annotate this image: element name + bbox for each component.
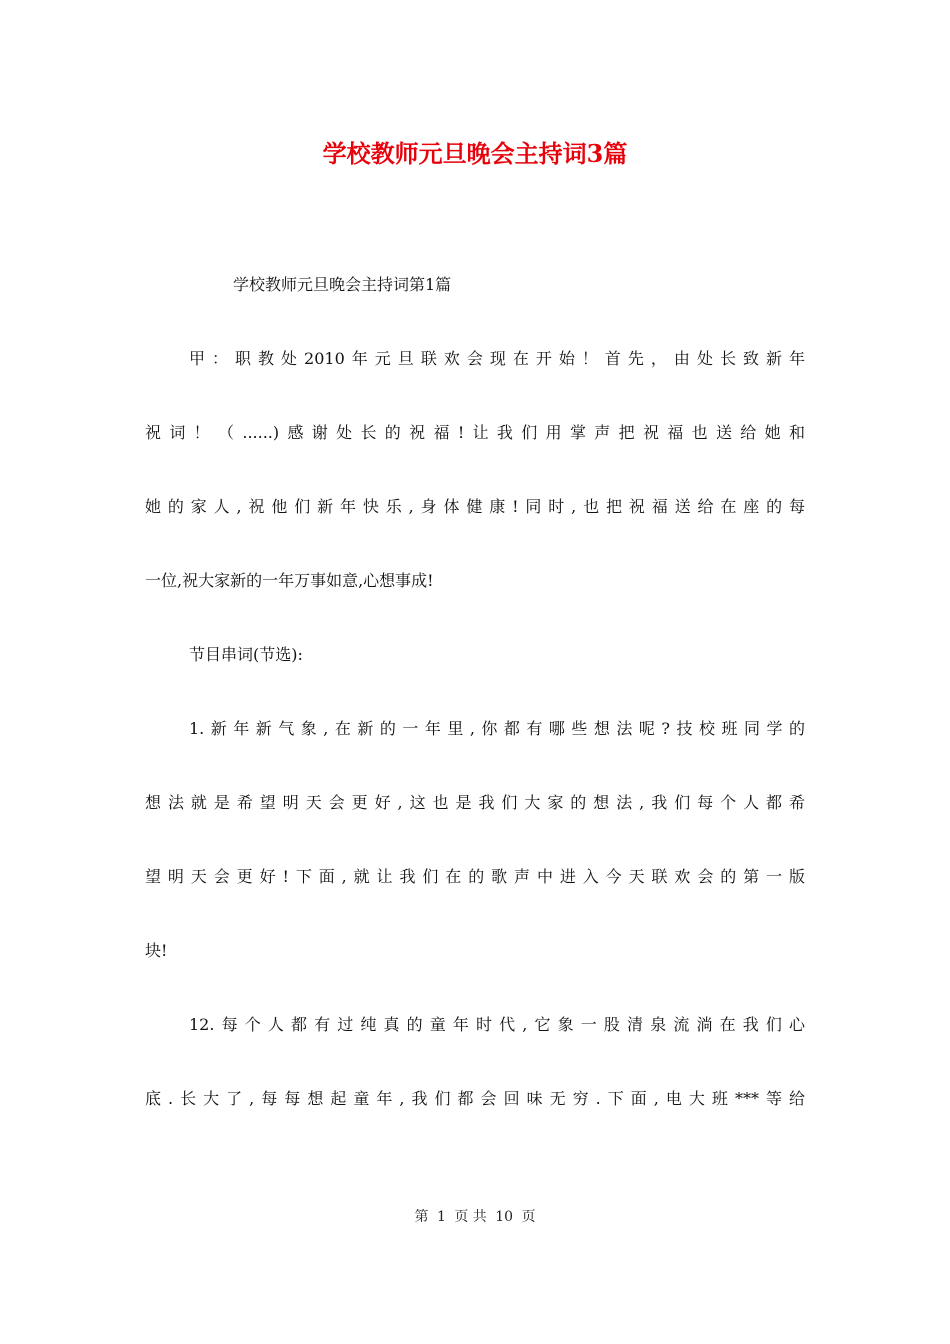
footer-page-number: 1 (436, 1209, 446, 1225)
document-title: 学校教师元旦晚会主持词3篇 (322, 139, 628, 168)
text-line: 12.每个人都有过纯真的童年时代,它象一股清泉流淌在我们心 (189, 1015, 805, 1034)
text-line: 想法就是希望明天会更好,这也是我们大家的想法,我们每个人都希 (145, 793, 805, 812)
text-line: 她的家人,祝他们新年快乐,身体健康!同时,也把祝福送给在座的每 (145, 497, 805, 516)
document-body (145, 272, 805, 1160)
text-line: 甲：职教处2010年元旦联欢会现在开始！首先，由处长致新年 (189, 349, 805, 368)
text-line: 望明天会更好!下面,就让我们在的歌声中进入今天联欢会的第一版 (145, 867, 805, 886)
text-line: 块! (145, 941, 168, 960)
text-line: 底.长大了,每每想起童年,我们都会回味无穷.下面,电大班***等给 (145, 1089, 805, 1108)
section-heading: 学校教师元旦晚会主持词第1篇 (233, 275, 452, 294)
page-footer (0, 1207, 950, 1227)
text-line: 一位,祝大家新的一年万事如意,心想事成! (145, 571, 434, 590)
text-line: 祝词！（......)感谢处长的祝福!让我们用掌声把祝福也送给她和 (145, 423, 805, 442)
text-line: 1.新年新气象,在新的一年里,你都有哪些想法呢?技校班同学的 (189, 719, 805, 738)
footer-total-pages: 10 (495, 1209, 514, 1225)
text-line: 节目串词(节选): (189, 645, 303, 664)
footer-prefix: 第 (414, 1209, 429, 1225)
footer-middle: 页 共 (454, 1209, 487, 1225)
footer-suffix: 页 (521, 1209, 536, 1225)
